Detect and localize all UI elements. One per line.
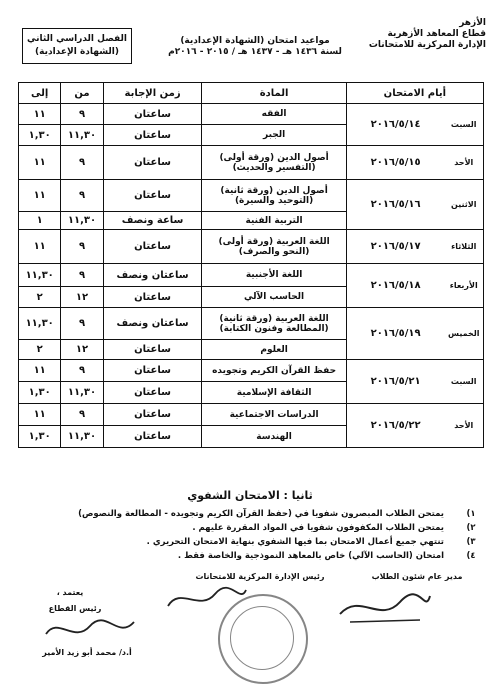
to-cell: ١١,٣٠	[19, 264, 61, 287]
day-cell: الأحد	[444, 146, 483, 180]
issuer-line: الأزهر	[459, 18, 486, 28]
director-signature-label: مدير عام شئون الطلاب	[371, 572, 463, 581]
from-cell: ٩	[61, 104, 103, 125]
date-cell: ٢٠١٦/٥/١٤	[346, 104, 444, 146]
list-item	[18, 522, 480, 536]
issuer-line: الإدارة المركزية للامتحانات	[368, 40, 486, 50]
day-cell: السبت	[444, 360, 483, 404]
subject-cell: أصول الدين (ورقة ثانية) (التوحيد والسيرة)	[202, 180, 346, 212]
header-to: إلى	[19, 83, 61, 104]
from-cell: ٩	[61, 308, 103, 340]
director-signature-icon	[330, 584, 440, 634]
duration-cell: ساعتان	[103, 287, 202, 308]
table-row	[19, 180, 484, 212]
subject-cell: الجبر	[202, 125, 346, 146]
day-cell: الثلاثاء	[444, 230, 483, 264]
from-cell: ٩	[61, 360, 103, 382]
table-row	[19, 104, 484, 125]
to-cell: ١	[19, 212, 61, 230]
from-cell: ١٢	[61, 340, 103, 360]
document-title	[150, 36, 360, 58]
note-number: ١)	[466, 509, 476, 519]
date-cell: ٢٠١٦/٥/١٨	[346, 264, 444, 308]
to-cell: ٢	[19, 340, 61, 360]
sector-head-label: رئيس القطاع	[48, 604, 102, 613]
subject-cell: اللغة العربية (ورقة ثانية) (المطالعة وفنون الكتابة)	[202, 308, 346, 340]
duration-cell: ساعتان ونصف	[103, 264, 202, 287]
from-cell: ١١,٣٠	[61, 426, 103, 448]
subject-cell: اللغة الأجنبية	[202, 264, 346, 287]
from-cell: ١٢	[61, 287, 103, 308]
term-line: الفصل الدراسي الثاني	[27, 34, 127, 44]
duration-cell: ساعتان	[103, 340, 202, 360]
duration-cell: ساعتان	[103, 180, 202, 212]
day-cell: الأربعاء	[444, 264, 483, 308]
to-cell: ٢	[19, 287, 61, 308]
header-subject: المادة	[202, 83, 346, 104]
subject-cell: أصول الدين (ورقة أولى) (التفسير والحديث)	[202, 146, 346, 180]
to-cell: ١,٣٠	[19, 382, 61, 404]
to-cell: ١١,٣٠	[19, 308, 61, 340]
subject-cell: الهندسة	[202, 426, 346, 448]
subject-cell: العلوم	[202, 340, 346, 360]
oral-exam-notes	[18, 508, 480, 564]
duration-cell: ساعة ونصف	[103, 212, 202, 230]
sector-head-signature-icon	[40, 614, 140, 648]
to-cell: ١١	[19, 404, 61, 426]
header-days: أيام الامتحان	[346, 83, 483, 104]
approval-label: يعتمد ،	[56, 588, 84, 597]
duration-cell: ساعتان ونصف	[103, 308, 202, 340]
note-text: يمتحن الطلاب المبصرون شفويا في (حفظ القرآن الكريم وتجويده - المطالعة والنصوص)	[78, 509, 444, 519]
header-from: من	[61, 83, 103, 104]
note-number: ٤)	[466, 551, 476, 561]
term-box	[22, 28, 132, 64]
from-cell: ٩	[61, 230, 103, 264]
list-item	[18, 508, 480, 522]
title-year-line: لسنة ١٤٣٦ هـ - ١٤٣٧ هـ / ٢٠١٥ - ٢٠١٦م	[168, 47, 342, 57]
day-cell: الأحد	[444, 404, 483, 448]
sector-head-name: أ.د/ محمد أبو زيد الأمير	[42, 648, 132, 657]
note-number: ٣)	[466, 537, 476, 547]
table-row	[19, 264, 484, 287]
note-text: امتحان (الحاسب الآلي) خاص بالمعاهد النموذجية والخاصة فقط .	[177, 551, 444, 561]
subject-cell: التربية الفنية	[202, 212, 346, 230]
from-cell: ٩	[61, 404, 103, 426]
date-cell: ٢٠١٦/٥/١٥	[346, 146, 444, 180]
list-item	[18, 550, 480, 564]
term-line: (الشهادة الإعدادية)	[35, 47, 119, 57]
to-cell: ١١	[19, 360, 61, 382]
subject-cell: الثقافة الإسلامية	[202, 382, 346, 404]
to-cell: ١١	[19, 230, 61, 264]
duration-cell: ساعتان	[103, 125, 202, 146]
date-cell: ٢٠١٦/٥/١٩	[346, 308, 444, 360]
date-cell: ٢٠١٦/٥/١٦	[346, 180, 444, 230]
issuer-line: قطاع المعاهد الأزهرية	[387, 29, 486, 39]
note-number: ٢)	[466, 523, 476, 533]
date-cell: ٢٠١٦/٥/١٧	[346, 230, 444, 264]
note-text: تنتهي جميع أعمال الامتحان بما فيها الشفوي بنهاية الامتحان التحريري .	[146, 537, 444, 547]
table-row	[19, 404, 484, 426]
duration-cell: ساعتان	[103, 360, 202, 382]
to-cell: ١١	[19, 146, 61, 180]
duration-cell: ساعتان	[103, 104, 202, 125]
duration-cell: ساعتان	[103, 382, 202, 404]
official-stamp-inner-icon	[230, 606, 294, 670]
day-cell: الخميس	[444, 308, 483, 360]
table-header-row	[19, 83, 484, 104]
from-cell: ١١,٣٠	[61, 382, 103, 404]
from-cell: ٩	[61, 146, 103, 180]
day-cell: الاثنين	[444, 180, 483, 230]
subject-cell: الحاسب الآلي	[202, 287, 346, 308]
table-row	[19, 230, 484, 264]
exam-schedule-table	[18, 82, 484, 448]
from-cell: ١١,٣٠	[61, 125, 103, 146]
from-cell: ١١,٣٠	[61, 212, 103, 230]
list-item	[18, 536, 480, 550]
to-cell: ١١	[19, 180, 61, 212]
head-admin-signature-label: رئيس الإدارة المركزية للامتحانات	[195, 572, 325, 581]
from-cell: ٩	[61, 264, 103, 287]
header-duration: زمن الإجابة	[103, 83, 202, 104]
subject-cell: الدراسات الاجتماعية	[202, 404, 346, 426]
date-cell: ٢٠١٦/٥/٢١	[346, 360, 444, 404]
table-row	[19, 360, 484, 382]
subject-cell: اللغة العربية (ورقة أولى) (النحو والصرف)	[202, 230, 346, 264]
to-cell: ١,٣٠	[19, 426, 61, 448]
oral-exam-title: ثانيا : الامتحان الشفوي	[187, 489, 313, 502]
duration-cell: ساعتان	[103, 426, 202, 448]
day-cell: السبت	[444, 104, 483, 146]
title-line: مواعيد امتحان (الشهادة الإعدادية)	[180, 36, 330, 46]
duration-cell: ساعتان	[103, 404, 202, 426]
table-row	[19, 146, 484, 180]
date-cell: ٢٠١٦/٥/٢٢	[346, 404, 444, 448]
subject-cell: الفقه	[202, 104, 346, 125]
table-row	[19, 308, 484, 340]
to-cell: ١,٣٠	[19, 125, 61, 146]
to-cell: ١١	[19, 104, 61, 125]
duration-cell: ساعتان	[103, 146, 202, 180]
from-cell: ٩	[61, 180, 103, 212]
duration-cell: ساعتان	[103, 230, 202, 264]
subject-cell: حفظ القرآن الكريم وتجويده	[202, 360, 346, 382]
note-text: يمتحن الطلاب المكفوفون شفويا في المواد المقررة عليهم .	[192, 523, 444, 533]
